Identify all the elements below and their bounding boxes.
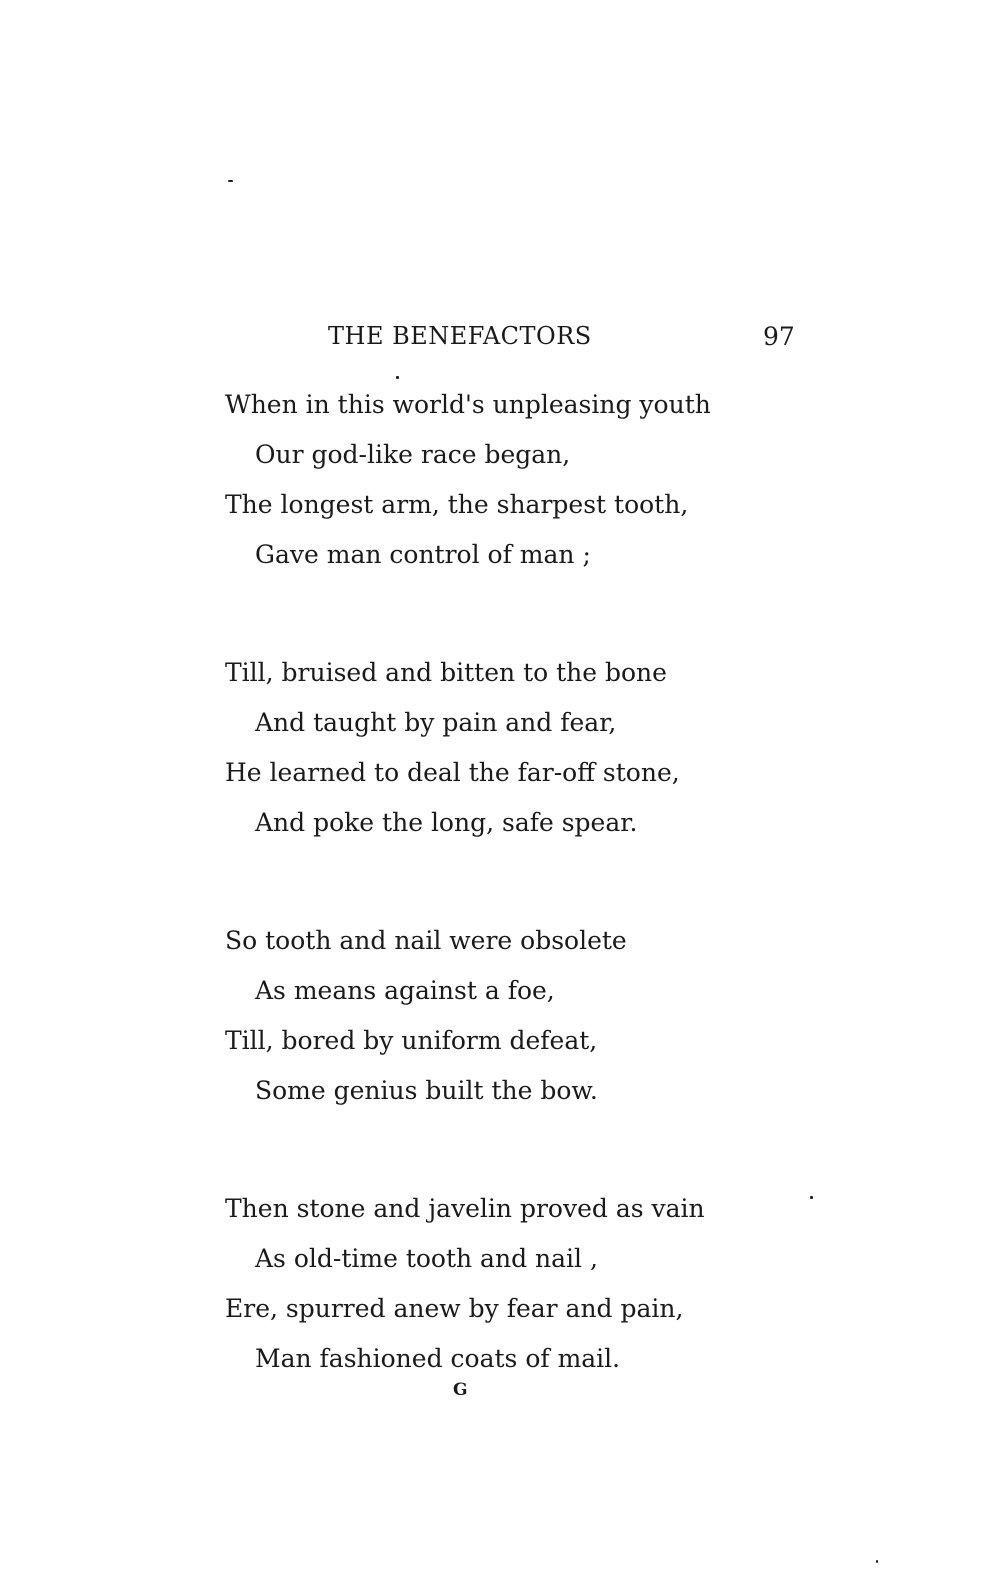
scan-speck	[876, 1560, 878, 1563]
running-title: THE BENEFACTORS	[328, 322, 592, 350]
poem	[225, 380, 845, 1452]
page-number: 97	[763, 322, 795, 351]
poem-line: And taught by pain and fear,	[255, 708, 617, 737]
stanza	[225, 916, 845, 1116]
poem-line: Till, bored by uniform defeat,	[225, 1026, 598, 1055]
stanza	[225, 1184, 845, 1384]
scan-speck	[810, 1196, 813, 1199]
poem-line: And poke the long, safe spear.	[255, 808, 638, 837]
stanza	[225, 648, 845, 848]
poem-line: Some genius built the bow.	[255, 1076, 598, 1105]
scan-speck	[228, 180, 233, 182]
poem-line: Till, bruised and bitten to the bone	[225, 658, 667, 687]
poem-line: The longest arm, the sharpest tooth,	[225, 490, 689, 519]
signature-mark: G	[453, 1380, 468, 1400]
stanza	[225, 380, 845, 580]
scan-speck	[396, 376, 399, 379]
poem-line: Our god-like race began,	[255, 440, 571, 469]
page-header	[0, 322, 1000, 358]
poem-line: As old-time tooth and nail ,	[255, 1244, 598, 1273]
poem-line: As means against a foe,	[255, 976, 555, 1005]
poem-line: Then stone and javelin proved as vain	[225, 1194, 705, 1223]
poem-line: Ere, spurred anew by fear and pain,	[225, 1294, 684, 1323]
poem-line: Gave man control of man ;	[255, 540, 591, 569]
poem-line: Man fashioned coats of mail.	[255, 1344, 621, 1373]
poem-line: So tooth and nail were obsolete	[225, 926, 627, 955]
poem-line: When in this world's unpleasing youth	[225, 390, 711, 419]
poem-line: He learned to deal the far-off stone,	[225, 758, 680, 787]
